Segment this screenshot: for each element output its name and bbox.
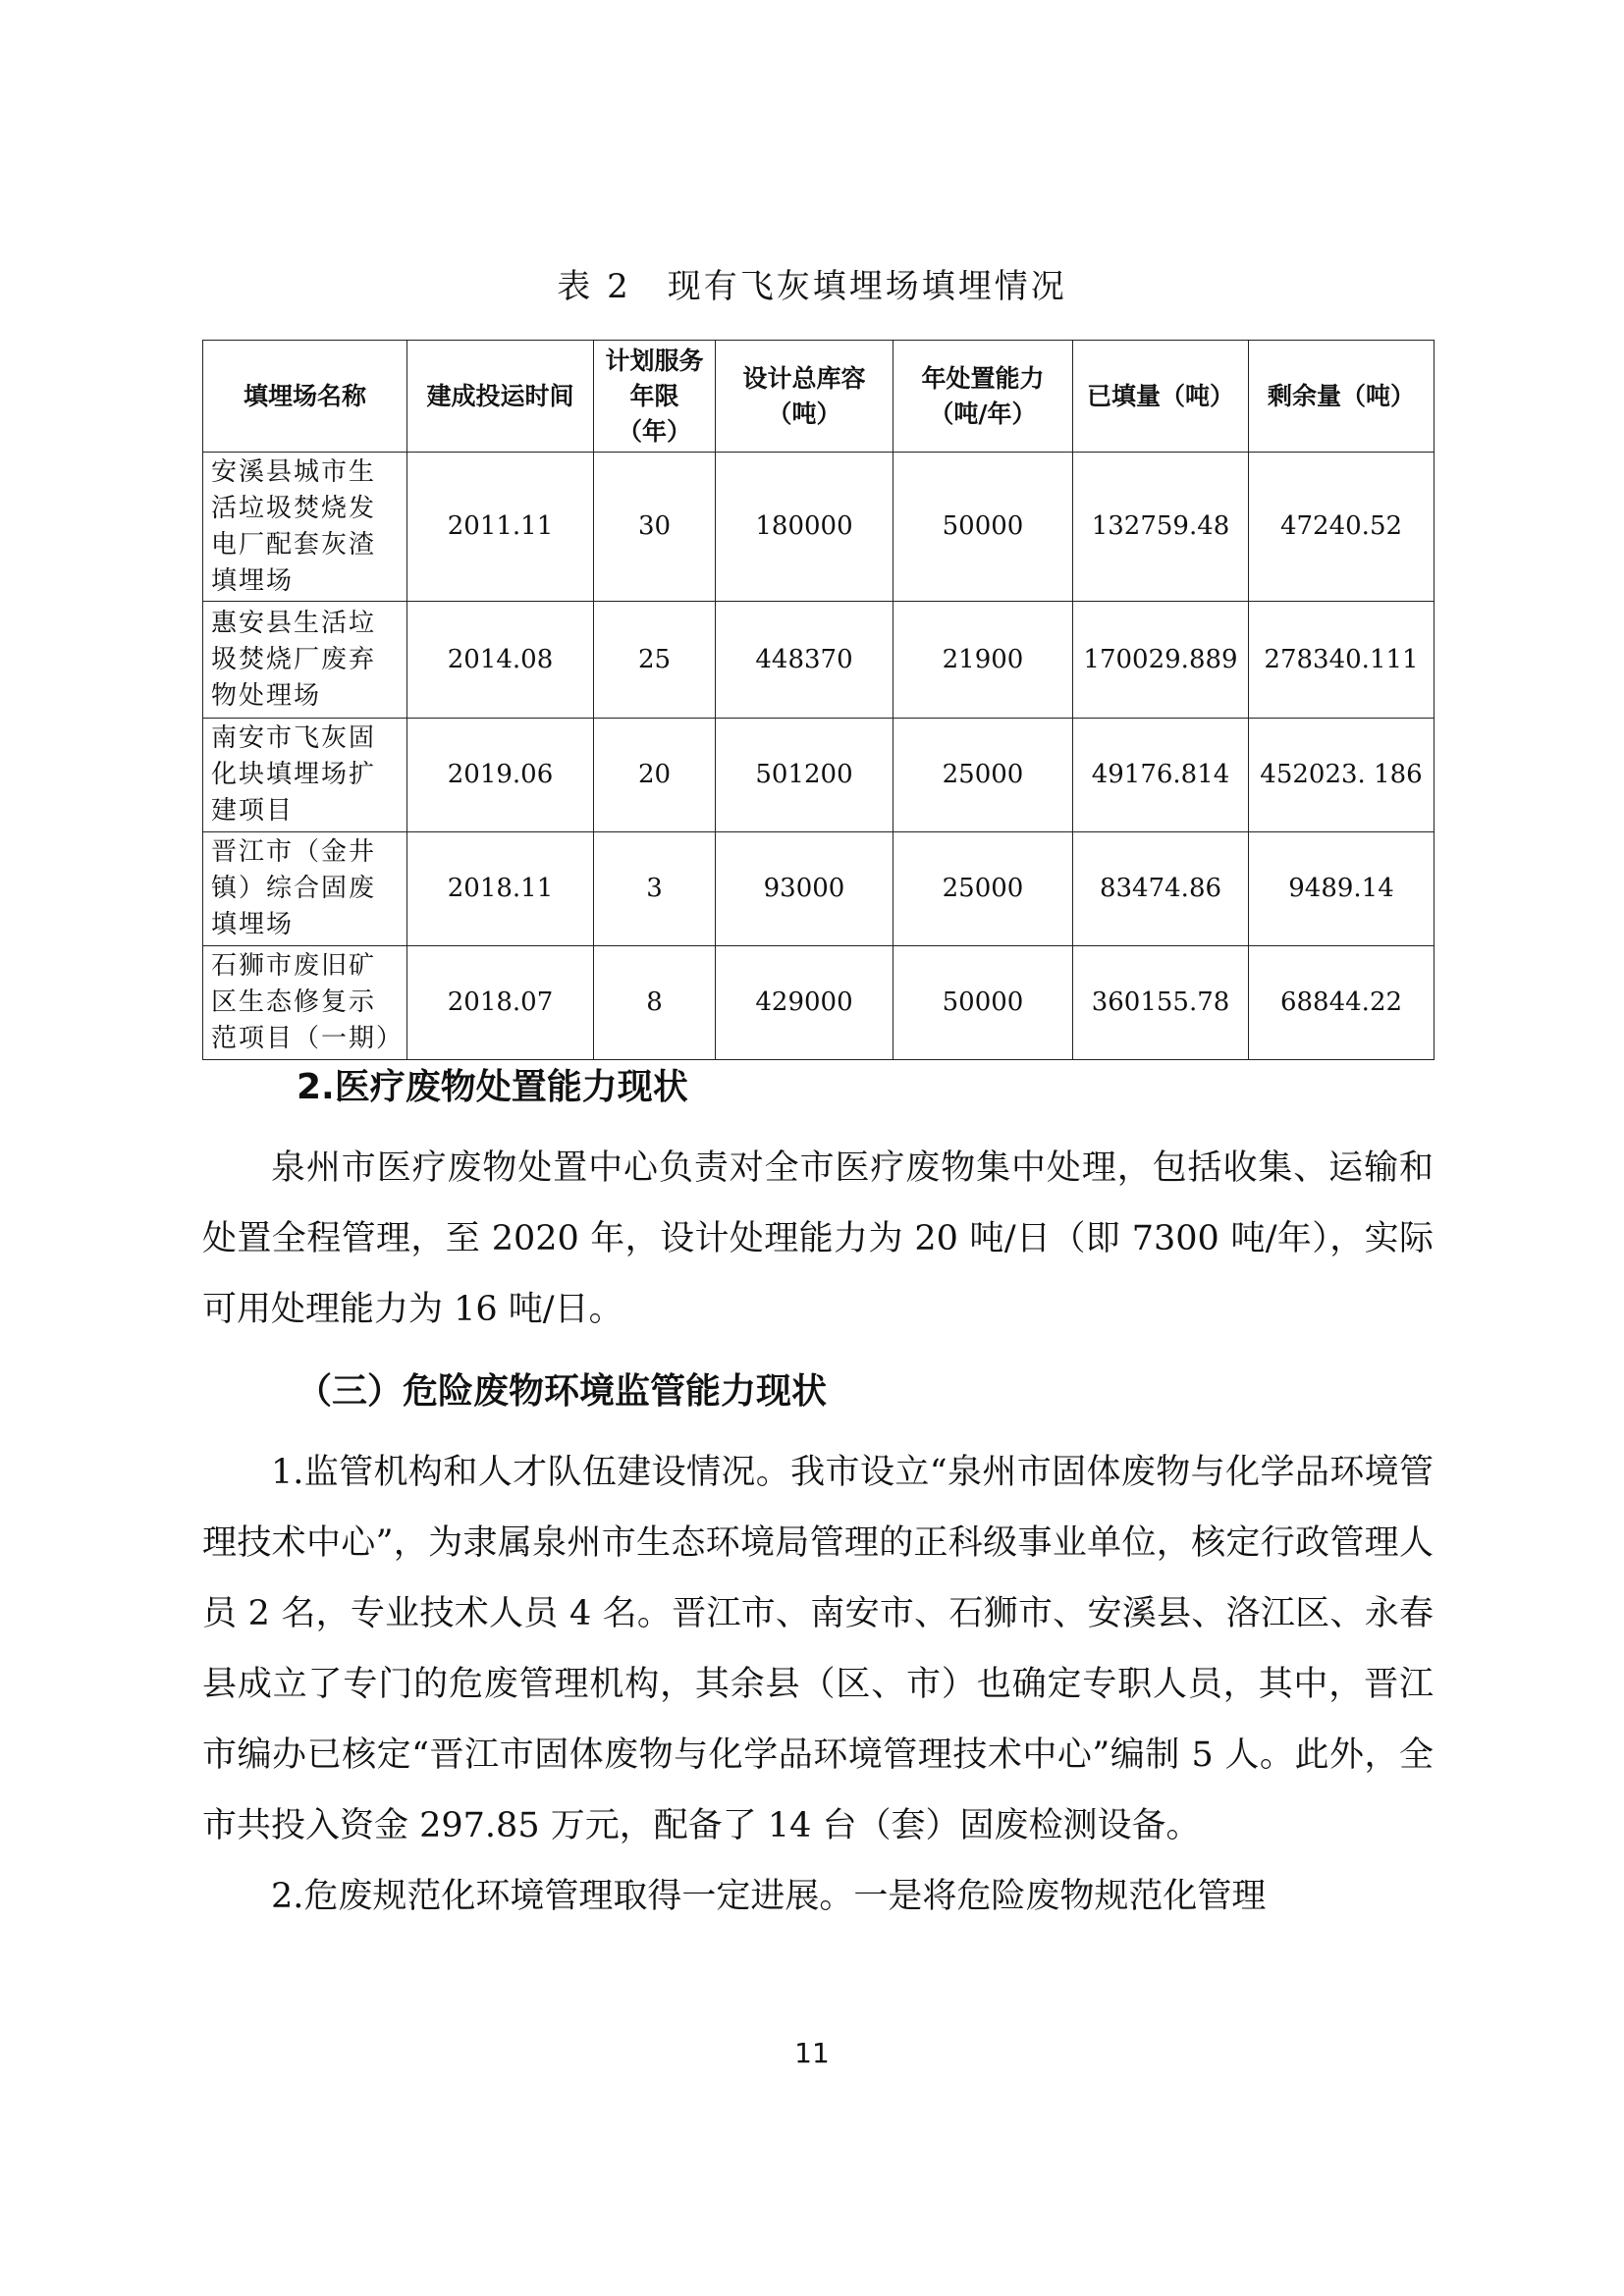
- header-remaining-amount: 剩余量（吨）: [1249, 341, 1435, 453]
- cell-time: 2018.11: [407, 832, 594, 946]
- cell-filled: 170029.889: [1073, 602, 1249, 719]
- cell-remaining: 47240.52: [1249, 453, 1435, 602]
- page-number: 11: [794, 2037, 830, 2069]
- cell-years: 20: [594, 719, 716, 832]
- cell-annual: 50000: [893, 946, 1073, 1060]
- cell-name: 惠安县生活垃圾焚烧厂废弃物处理场: [203, 602, 407, 719]
- cell-annual: 50000: [893, 453, 1073, 602]
- header-design-capacity: 设计总库容（吨）: [716, 341, 893, 453]
- cell-annual: 25000: [893, 719, 1073, 832]
- cell-capacity: 501200: [716, 719, 893, 832]
- cell-time: 2018.07: [407, 946, 594, 1060]
- cell-remaining: 68844.22: [1249, 946, 1435, 1060]
- landfill-table: [202, 340, 1435, 1060]
- cell-remaining: 278340.111: [1249, 602, 1435, 719]
- section-medical-body: [202, 1133, 1434, 1345]
- paragraph: 泉州市医疗废物处置中心负责对全市医疗废物集中处理，包括收集、运输和处置全程管理，至 2020 年，设计处理能力为 20 吨/日（即 7300 吨/年），实际可用处理能力为 16 吨/日。: [202, 1148, 1434, 1329]
- cell-name: 晋江市（金井镇）综合固废填埋场: [203, 832, 407, 946]
- table-row: [203, 832, 1435, 946]
- cell-capacity: 180000: [716, 453, 893, 602]
- cell-annual: 21900: [893, 602, 1073, 719]
- cell-time: 2011.11: [407, 453, 594, 602]
- cell-filled: 83474.86: [1073, 832, 1249, 946]
- header-landfill-name: 填埋场名称: [203, 341, 407, 453]
- cell-years: 8: [594, 946, 716, 1060]
- cell-name: 南安市飞灰固化块填埋场扩建项目: [203, 719, 407, 832]
- cell-name: 安溪县城市生活垃圾焚烧发电厂配套灰渣填埋场: [203, 453, 407, 602]
- table-row: [203, 946, 1435, 1060]
- cell-years: 3: [594, 832, 716, 946]
- cell-remaining: 9489.14: [1249, 832, 1435, 946]
- cell-time: 2014.08: [407, 602, 594, 719]
- header-filled-amount: 已填量（吨）: [1073, 341, 1249, 453]
- cell-filled: 132759.48: [1073, 453, 1249, 602]
- section-medical-heading: 2.医疗废物处置能力现状: [297, 1067, 688, 1107]
- cell-annual: 25000: [893, 832, 1073, 946]
- cell-name: 石狮市废旧矿区生态修复示范项目（一期）: [203, 946, 407, 1060]
- header-commission-time: 建成投运时间: [407, 341, 594, 453]
- table-row: [203, 453, 1435, 602]
- header-service-years: 计划服务年限（年）: [594, 341, 716, 453]
- cell-filled: 360155.78: [1073, 946, 1249, 1060]
- table-header-row: [203, 341, 1435, 453]
- cell-years: 30: [594, 453, 716, 602]
- cell-years: 25: [594, 602, 716, 719]
- section-three-heading: （三）危险废物环境监管能力现状: [297, 1371, 828, 1412]
- cell-capacity: 448370: [716, 602, 893, 719]
- section-three-body: [202, 1437, 1434, 1932]
- cell-remaining: 452023. 186: [1249, 719, 1435, 832]
- paragraph: 2.危废规范化环境管理取得一定进展。一是将危险废物规范化管理: [271, 1877, 1267, 1916]
- cell-filled: 49176.814: [1073, 719, 1249, 832]
- cell-time: 2019.06: [407, 719, 594, 832]
- header-annual-capacity: 年处置能力（吨/年）: [893, 341, 1073, 453]
- table-row: [203, 719, 1435, 832]
- table-row: [203, 602, 1435, 719]
- paragraph: 1.监管机构和人才队伍建设情况。我市设立“泉州市固体废物与化学品环境管理技术中心”，为隶属泉州市生态环境局管理的正科级事业单位，核定行政管理人员 2 名，专业技术人员 4 名。晋江市、南安市、石狮市、安溪县、洛江区、永春县成立了专门的危废管理机构，其余县（区、市）也确定专职人员，其中，晋江市编办已核定“晋江市固体废物与化学品环境管理技术中心”编制 5 人。此外，全市共投入资金 297.85 万元，配备了 14 台（套）固废检测设备。: [202, 1453, 1434, 1845]
- cell-capacity: 429000: [716, 946, 893, 1060]
- cell-capacity: 93000: [716, 832, 893, 946]
- table-caption: 表 2 现有飞灰填埋场填埋情况: [557, 267, 1067, 306]
